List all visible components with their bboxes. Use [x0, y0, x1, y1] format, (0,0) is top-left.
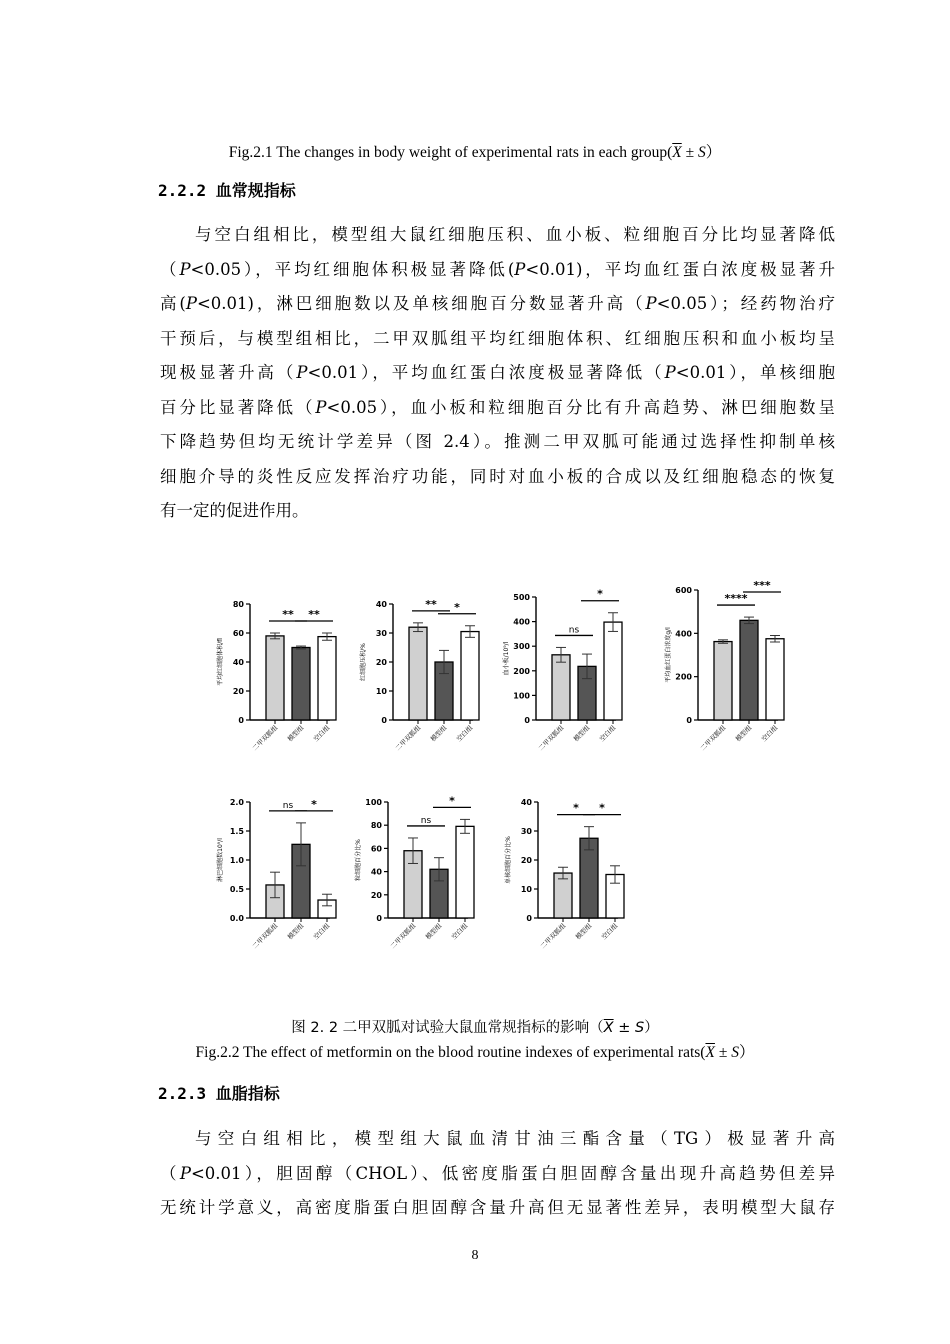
bar-chart-mcv — [212, 592, 342, 772]
significance-label: * — [454, 600, 460, 614]
significance-label: ns — [568, 625, 580, 636]
bar — [266, 636, 284, 720]
y-tick-label: 0 — [238, 716, 244, 725]
para-line: 细胞介导的炎性反应发挥治疗功能，同时对血小板的合成以及红细胞稳态的恢复 — [160, 466, 835, 486]
caption-close: ） — [705, 144, 722, 161]
plus-minus: ± — [613, 1020, 635, 1036]
bar-chart-mchc — [660, 578, 790, 772]
y-axis-label: 淋巴细胞数10⁹/l — [217, 838, 224, 882]
x-tick-label: 空白组 — [454, 723, 475, 744]
x-tick-label: 空白组 — [311, 723, 332, 744]
y-tick-label: 1.5 — [229, 827, 244, 836]
bar — [292, 648, 310, 721]
figure-2-2-caption-en — [0, 1040, 950, 1062]
y-tick-label: 30 — [520, 827, 532, 836]
mean-symbol: $\overline{X}$ — [705, 1044, 715, 1061]
x-tick-label: 空白组 — [449, 921, 470, 942]
y-tick-label: 100 — [365, 798, 382, 807]
y-axis-label: 平均血红蛋白浓度g/l — [665, 627, 672, 683]
y-tick-label: 80 — [370, 821, 382, 831]
significance-label: * — [597, 587, 603, 601]
x-tick-label: 模型组 — [285, 921, 306, 942]
y-axis-label: 血小板/10⁹/l — [503, 641, 510, 676]
bar — [604, 622, 622, 720]
y-tick-label: 30 — [375, 629, 387, 638]
para-line: 百分比显著降低（P<0.05），血小板和粒细胞百分比有升高趋势、淋巴细胞数呈 — [160, 397, 835, 417]
bar-chart-hct — [355, 592, 485, 772]
bar — [714, 642, 732, 720]
bar-chart-platelet — [498, 585, 638, 772]
x-tick-label: 模型组 — [423, 921, 444, 942]
mean-symbol: $\overline{X}$ — [603, 1020, 614, 1036]
figure-2-2-caption-cn — [0, 1016, 950, 1037]
bar — [456, 826, 474, 918]
y-tick-label: 60 — [232, 629, 244, 638]
x-tick-label: 模型组 — [573, 921, 594, 942]
significance-label: ** — [425, 597, 437, 611]
para-line: （P<0.05），平均红细胞体积极显著降低(P<0.01)，平均血红蛋白浓度极显著升 — [160, 259, 835, 279]
para-line: 下降趋势但均无统计学差异（图 2.4）。推测二甲双胍可能通过选择性抑制单核 — [160, 432, 835, 451]
caption-text: Fig.2.2 The effect of metformin on the blood routine indexes of experimental rats( — [195, 1044, 706, 1061]
para-line: 高(P<0.01)，淋巴细胞数以及单核细胞百分数显著升高（P<0.05）；经药物治疗 — [160, 294, 835, 313]
section-heading-2-2-2: 2.2.2 血常规指标 — [158, 181, 296, 200]
para-line: 与空白组相比，模型组大鼠血清甘油三酯含量（TG）极显著升高 — [195, 1129, 835, 1148]
bar-chart-monocyte — [500, 790, 635, 970]
caption-close: ） — [644, 1020, 659, 1036]
y-tick-label: 20 — [232, 687, 244, 696]
y-tick-label: 20 — [375, 658, 387, 667]
y-tick-label: 60 — [370, 844, 382, 854]
para-line: 与空白组相比，模型组大鼠红细胞压积、血小板、粒细胞百分比均显著降低 — [195, 225, 835, 244]
y-axis-label: 平均红细胞体积/fl — [217, 638, 224, 686]
y-tick-label: 40 — [232, 658, 244, 667]
caption-text: 图 2. 2 二甲双胍对试验大鼠血常规指标的影响（ — [291, 1020, 604, 1036]
y-tick-label: 20 — [370, 890, 382, 900]
x-tick-label: 模型组 — [733, 723, 754, 744]
y-axis-label: 单核细胞百分比% — [505, 836, 512, 884]
bar — [552, 655, 570, 720]
y-tick-label: 200 — [675, 672, 692, 682]
y-tick-label: 0.0 — [229, 914, 244, 923]
bar — [766, 639, 784, 720]
y-tick-label: 600 — [675, 586, 692, 595]
para-line: 干预后，与模型组相比，二甲双胍组平均红细胞体积、红细胞压积和血小板均呈 — [160, 328, 835, 348]
x-tick-label: 模型组 — [428, 723, 449, 744]
bar — [554, 873, 572, 918]
page-number: 8 — [471, 1248, 479, 1263]
x-tick-label: 二甲双胍组 — [393, 723, 423, 753]
significance-label: **** — [724, 592, 748, 606]
para-line: 有一定的促进作用。 — [160, 501, 309, 520]
y-tick-label: 0 — [526, 914, 532, 923]
x-tick-label: 空白组 — [759, 723, 780, 744]
x-tick-label: 模型组 — [571, 723, 592, 744]
y-tick-label: 0 — [381, 716, 387, 725]
figure-2-1-caption — [0, 140, 950, 162]
bar — [740, 620, 758, 720]
y-tick-label: 300 — [513, 642, 530, 652]
paragraph-blood-lipids — [160, 1122, 835, 1226]
y-tick-label: 0 — [524, 716, 530, 725]
x-tick-label: 空白组 — [599, 921, 620, 942]
y-tick-label: 40 — [375, 600, 387, 609]
x-tick-label: 二甲双胍组 — [538, 921, 568, 951]
y-tick-label: 10 — [375, 687, 387, 696]
bar-chart-granulocyte — [350, 790, 490, 970]
y-tick-label: 400 — [675, 629, 692, 639]
significance-label: ** — [282, 608, 294, 621]
plus-minus: ± — [681, 144, 698, 161]
x-tick-label: 二甲双胍组 — [536, 723, 566, 753]
y-tick-label: 20 — [520, 856, 532, 865]
y-tick-label: 100 — [513, 691, 530, 701]
para-line: 现极显著升高（P<0.01），平均血红蛋白浓度极显著降低（P<0.01），单核细胞 — [160, 363, 835, 382]
y-axis-label: 粒细胞百分比% — [355, 839, 362, 881]
significance-label: ** — [308, 608, 320, 621]
plus-minus: ± — [714, 1044, 732, 1061]
significance-label: ns — [282, 800, 294, 811]
y-tick-label: 0.5 — [229, 885, 244, 894]
significance-label: * — [599, 801, 605, 815]
para-line: （P<0.01），胆固醇（CHOL）、低密度脂蛋白胆固醇含量出现升高趋势但差异 — [160, 1163, 835, 1183]
y-tick-label: 0 — [376, 914, 382, 923]
y-tick-label: 40 — [370, 867, 382, 877]
y-tick-label: 400 — [513, 617, 530, 627]
y-tick-label: 40 — [520, 798, 532, 807]
y-tick-label: 200 — [513, 666, 530, 676]
x-tick-label: 二甲双胍组 — [388, 921, 418, 951]
y-tick-label: 0 — [686, 716, 692, 725]
significance-label: * — [573, 801, 579, 815]
sd-symbol: S — [634, 1020, 645, 1036]
significance-label: * — [449, 794, 455, 808]
y-tick-label: 1.0 — [229, 856, 244, 865]
x-tick-label: 空白组 — [597, 723, 618, 744]
x-tick-label: 二甲双胍组 — [250, 723, 280, 753]
y-tick-label: 10 — [520, 885, 532, 894]
mean-symbol: $\overline{X}$ — [672, 144, 682, 161]
significance-label: *** — [753, 579, 771, 592]
x-tick-label: 二甲双胍组 — [250, 921, 280, 951]
y-axis-label: 红细胞压积/% — [360, 643, 367, 681]
paragraph-blood-routine — [160, 218, 835, 529]
bar — [318, 637, 336, 720]
bar — [461, 632, 479, 720]
caption-text: Fig.2.1 The changes in body weight of experimental rats in each group( — [228, 144, 673, 161]
significance-label: * — [311, 797, 317, 811]
caption-close: ） — [738, 1044, 755, 1061]
sd-symbol: S — [697, 144, 706, 161]
sd-symbol: S — [731, 1044, 739, 1061]
y-tick-label: 500 — [513, 593, 530, 602]
para-line: 无统计学意义，高密度脂蛋白胆固醇含量升高但无显著性差异，表明模型大鼠存 — [160, 1198, 835, 1217]
section-heading-2-2-3: 2.2.3 血脂指标 — [158, 1084, 280, 1103]
bar-chart-lymphocyte — [212, 790, 342, 970]
x-tick-label: 模型组 — [285, 723, 306, 744]
y-tick-label: 2.0 — [229, 798, 244, 807]
y-tick-label: 80 — [232, 600, 244, 609]
x-tick-label: 二甲双胍组 — [698, 723, 728, 753]
significance-label: ns — [420, 815, 432, 826]
bar — [409, 627, 427, 720]
x-tick-label: 空白组 — [311, 921, 332, 942]
